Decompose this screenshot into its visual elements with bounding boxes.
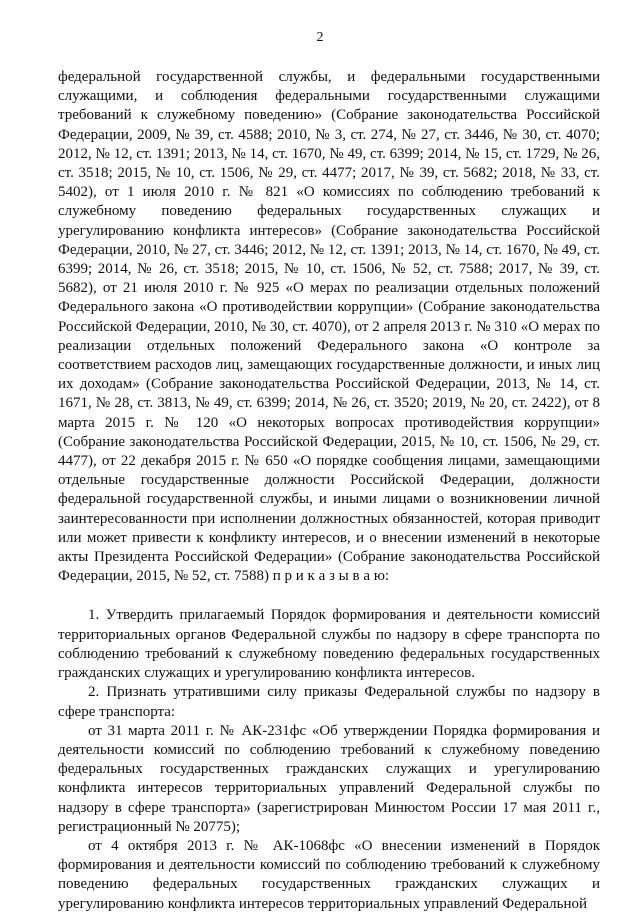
page-number: 2	[316, 30, 324, 45]
paragraph-item-2: 2. Признать утратившими силу приказы Федеральной службы по надзору в сфере транспорта:	[58, 684, 600, 720]
paragraph-item-1: 1. Утвердить прилагаемый Порядок формирования и деятельности комиссий территориальных органов Федеральной службы по надзору в сфере транспорта по соблюдению требований к служебному поведению федеральных государственных гражданских служащих и урегулированию конфликта интересов.	[58, 607, 600, 682]
paragraph-legal-references: федеральной государственной службы, и федеральными государственными служащими, и соблюдения федеральными государственными служащими требований к служебному поведению» (Собрание законодательства Российской Федерации, 2009, № 39, ст. 4588; 2010, № 3, ст. 274, № 27, ст. 3446, № 30, ст. 4070; 2012, № 12, ст. 1391; 2013, № 14, ст. 1670, № 49, ст. 6399; 2014, № 15, ст. 1729, № 26, ст. 3518; 2015, № 10, ст. 1506, № 29, ст. 4477; 2017, № 39, ст. 5682; 2018, № 33, ст. 5402), от 1 июля 2010 г. № 821 «О комиссиях по соблюдению требований к служебному поведению федеральных государственных служащих и урегулированию конфликта интересов» (Собрание законодательства Российской Федерации, 2010, № 27, ст. 3446; 2012, № 12, ст. 1391; 2013, № 14, ст. 1670, № 49, ст. 6399; 2014, № 26, ст. 3518; 2015, № 10, ст. 1506, № 52, ст. 7588; 2017, № 39, ст. 5682), от 21 июля 2010 г. № 925 «О мерах по реализации отдельных положений Федерального закона «О противодействии коррупции» (Собрание законодательства Российской Федерации, 2010, № 30, ст. 4070), от 2 апреля 2013 г. № 310 «О мерах по реализации отдельных положений Федерального закона «О контроле за соответствием расходов лиц, замещающих государственные должности, и иных лиц их доходам» (Собрание законодательства Российской Федерации, 2013, № 14, ст. 1671, № 28, ст. 3813, № 49, ст. 6399; 2014, № 26, ст. 3520; 2019, № 20, ст. 2422), от 8 марта 2015 г. № 120 «О некоторых вопросах противодействия коррупции» (Собрание законодательства Российской Федерации, 2015, № 10, ст. 1506, № 29, ст. 4477), от 22 декабря 2015 г. № 650 «О порядке сообщения лицами, замещающими отдельные государственные должности Российской Федерации, должности федеральной государственной службы, и иными лицами о возникновении личной заинтересованности при исполнении должностных обязанностей, которая приводит или может привести к конфликту интересов, и о внесении изменений в некоторые акты Президента Российской Федерации» (Собрание законодательства Российской Федерации, 2015, № 52, ст. 7588) п р и к а з ы в а ю:	[58, 69, 600, 585]
paragraph-order-2011: от 31 марта 2011 г. № АК-231фс «Об утверждении Порядка формирования и деятельности комиссий по соблюдению требований к служебному поведению федеральных государственных гражданских служащих и урегулированию конфликта интересов территориальных управлений Федеральной службы по надзору в сфере транспорта» (зарегистрирован Минюстом России 17 мая 2011 г., регистрационный № 20775);	[58, 722, 600, 835]
paragraph-order-2013: от 4 октября 2013 г. № АК-1068фс «О внесении изменений в Порядок формирования и деятельности комиссий по соблюдению требований к служебному поведению федеральных государственных гражданских служащих и урегулированию конфликта интересов территориальных управлений Федеральной	[58, 837, 600, 912]
document-body	[58, 68, 600, 914]
